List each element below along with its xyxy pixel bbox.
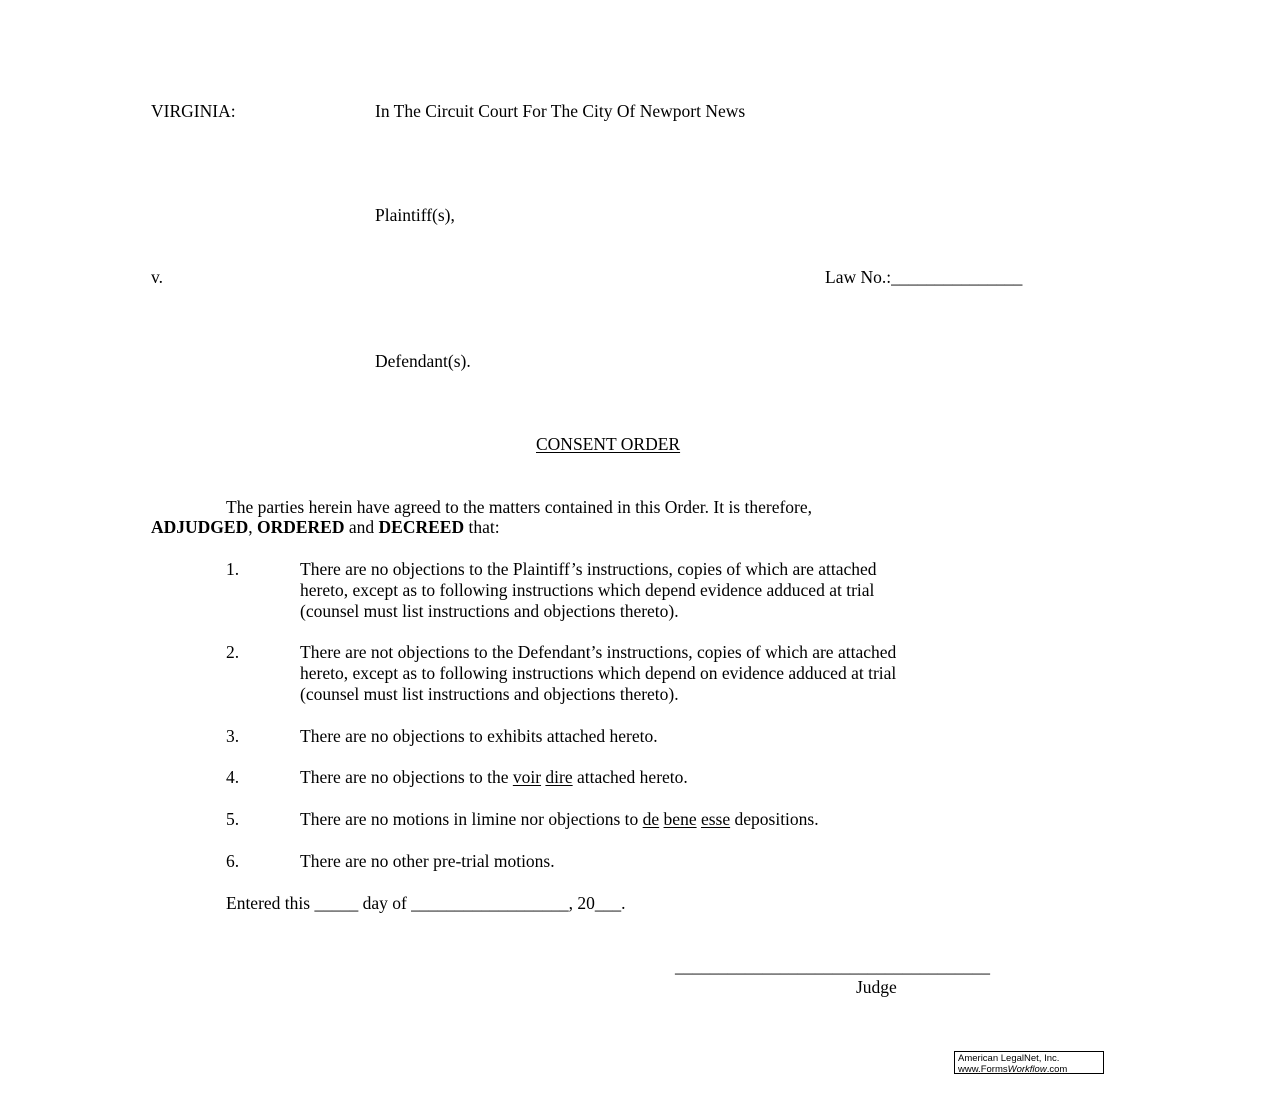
item-text: There are no motions in limine nor objections to [300,809,639,829]
list-item [300,809,819,830]
item-line: (counsel must list instructions and objections thereto). [300,684,679,704]
item-number: 2. [226,642,240,662]
publisher-name: American LegalNet, Inc. [958,1053,1060,1064]
signature-line: ____________________________________ [675,956,990,976]
publisher-badge [954,1051,1104,1074]
item-line: (counsel must list instructions and objections thereto). [300,601,679,621]
versus-label: v. [151,267,163,287]
item-text: attached hereto. [577,767,688,787]
item-line: hereto, except as to following instructions which depend on evidence adduced at trial [300,663,897,683]
state-label: VIRGINIA: [151,101,236,121]
adjudged-word: ADJUDGED [151,517,249,537]
site-prefix: www.Forms [958,1064,1008,1075]
underlined-term: dire [545,767,573,787]
item-number: 5. [226,809,240,829]
that-word: that: [468,517,500,537]
item-number: 4. [226,767,240,787]
publisher-site [958,1064,1103,1075]
plaintiff-label: Plaintiff(s), [375,205,455,225]
item-number: 1. [226,559,240,579]
item-line: hereto, except as to following instructions which depend evidence adduced at trial [300,580,875,600]
decreed-word: DECREED [378,517,465,537]
entered-date-line: Entered this _____ day of __________________, 20___. [226,893,626,913]
item-line: There are not objections to the Defendant’s instructions, copies of which are attached [300,642,897,662]
list-item [300,642,896,705]
item-number: 6. [226,851,240,871]
list-item: There are no objections to exhibits attached hereto. [300,726,658,746]
item-text: depositions. [734,809,819,829]
site-suffix: .com [1046,1064,1068,1075]
underlined-term: bene [663,809,697,829]
comma: , [248,517,253,537]
and-word: and [348,517,375,537]
page-title: CONSENT ORDER [536,434,681,454]
underlined-term: voir [512,767,542,787]
intro-decree-line [151,517,500,537]
site-italic: Workflow [1007,1064,1047,1075]
underlined-term: de [642,809,660,829]
ordered-word: ORDERED [256,517,345,537]
item-line: There are no objections to the Plaintiff’s instructions, copies of which are attached [300,559,877,579]
court-name: In The Circuit Court For The City Of Newport News [375,101,746,121]
list-item [300,559,877,622]
list-item: There are no other pre-trial motions. [300,851,555,871]
list-item [300,767,688,788]
defendant-label: Defendant(s). [375,351,471,371]
judge-label: Judge [856,977,897,997]
underlined-term: esse [700,809,731,829]
law-number-field: Law No.:_______________ [825,267,1023,287]
item-number: 3. [226,726,240,746]
intro-line: The parties herein have agreed to the matters contained in this Order. It is therefore, [226,497,813,517]
item-text: There are no objections to the [300,767,509,787]
